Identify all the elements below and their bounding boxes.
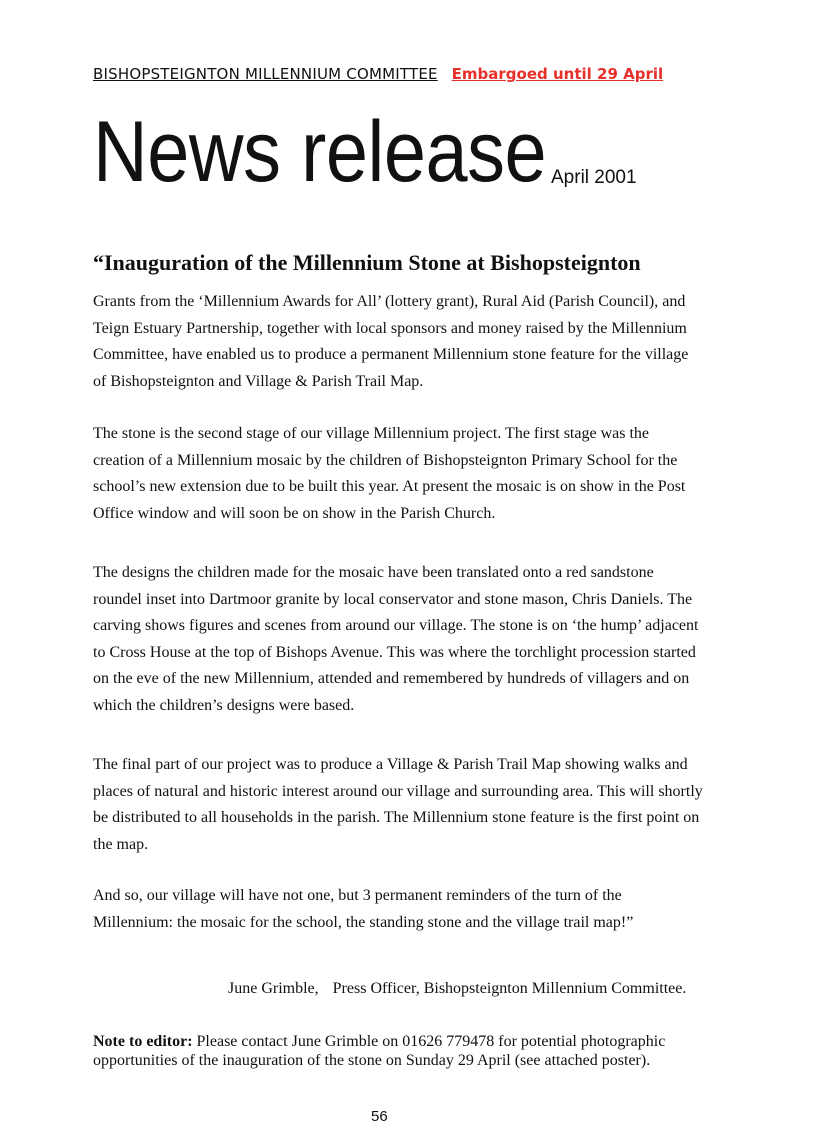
body-paragraph-1: Grants from the ‘Millennium Awards for All’ (lottery grant), Rural Aid (Parish Council), and Teign Estuary Partnership, together with local sponsors and money raised by the Millennium Committee, have enabled us to produce a permanent Millennium stone feature for the village of Bishopsteignton and Village & Parish Trail Map. [93, 293, 689, 390]
signature [228, 978, 686, 1000]
body-paragraph-4: The final part of our project was to produce a Village & Parish Trail Map showing walks and places of natural and historic interest around our village and surrounding area. This will shortly be distributed to all households in the parish. The Millennium stone feature is the first point on the map. [93, 756, 703, 853]
body-paragraph-3: The designs the children made for the mosaic have been translated onto a red sandstone roundel inset into Dartmoor granite by local conservator and stone mason, Chris Daniels. The carving shows figures and scenes from around our village. The stone is on ‘the hump’ adjacent to Cross House at the top of Bishops Avenue. This was where the torchlight procession started on the eve of the new Millennium, attended and remembered by hundreds of villagers and on which the children’s designs were based. [93, 564, 699, 714]
header [93, 64, 663, 84]
body-paragraph-2: The stone is the second stage of our village Millennium project. The first stage was the creation of a Millennium mosaic by the children of Bishopsteignton Primary School for the school’s new extension due to be built this year. At present the mosaic is on show in the Post Office window and will soon be on show in the Parish Church. [93, 425, 686, 522]
signature-role: Press Officer, Bishopsteignton Millennium Committee. [332, 980, 687, 997]
headline: “Inauguration of the Millennium Stone at Bishopsteignton [93, 250, 641, 275]
embargo-notice: Embargoed until 29 April [451, 65, 664, 83]
page-number: 56 [371, 1108, 388, 1125]
signature-name: June Grimble, [228, 980, 319, 997]
editor-note-label: Note to editor: [93, 1033, 193, 1050]
editor-note [93, 1032, 703, 1070]
page-title: News release [93, 104, 547, 200]
body-paragraph-5: And so, our village will have not one, but 3 permanent reminders of the turn of the Millennium: the mosaic for the school, the standing stone and the village trail map!” [93, 887, 634, 931]
editor-note-text: Please contact June Grimble on 01626 779478 for potential photographic opportunities of the inauguration of the stone on Sunday 29 April (see attached poster). [93, 1033, 666, 1069]
organization-name: BISHOPSTEIGNTON MILLENNIUM COMMITTEE [93, 65, 438, 83]
release-date: April 2001 [551, 167, 637, 188]
